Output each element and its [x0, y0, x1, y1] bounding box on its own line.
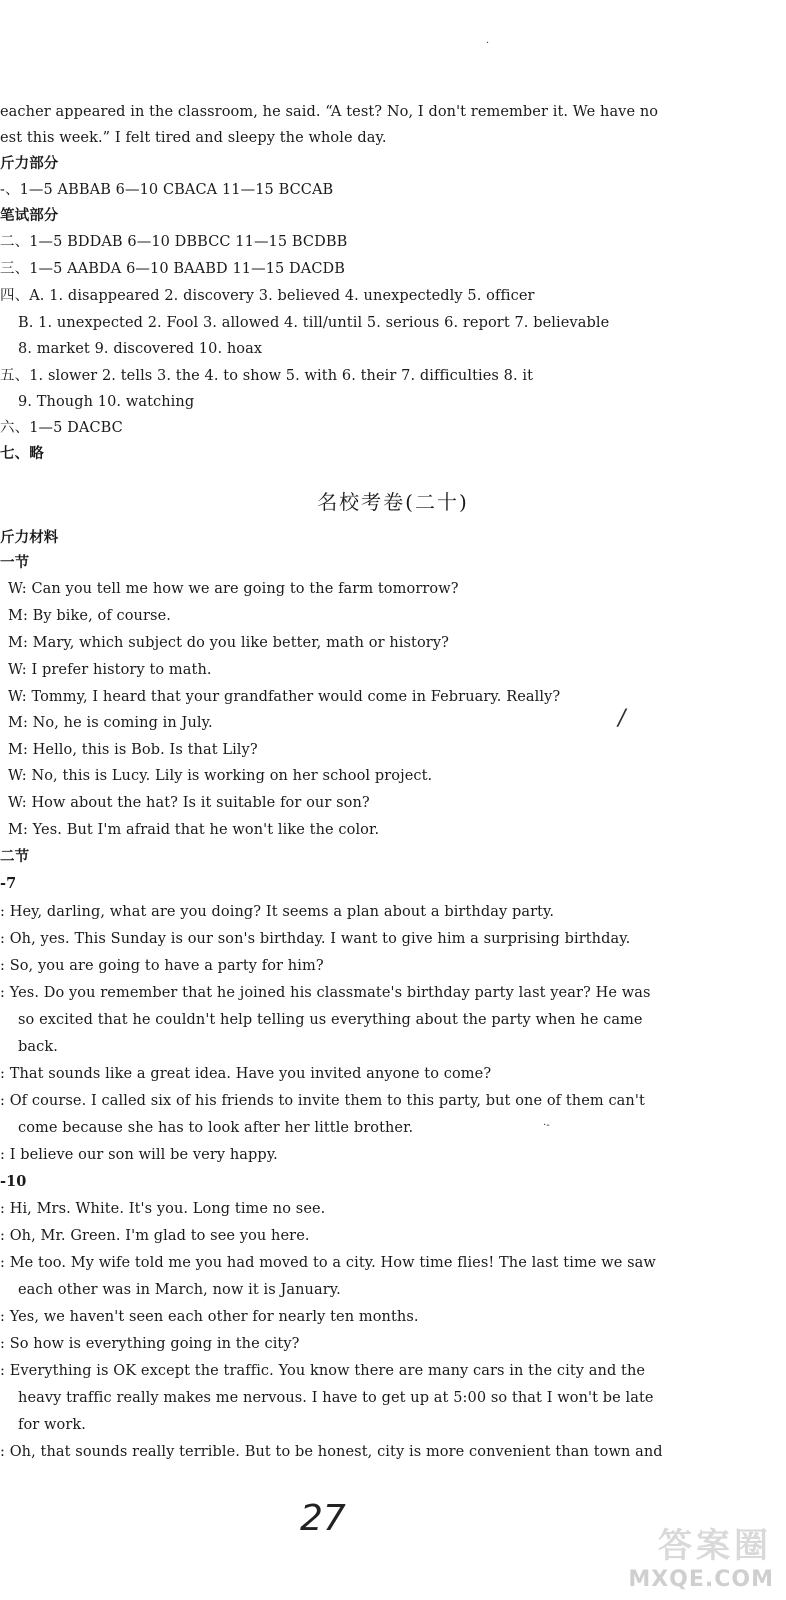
dialogue-line: M: Mary, which subject do you like better, math or history? [8, 635, 450, 651]
answer-line: 8. market 9. discovered 10. hoax [18, 341, 263, 357]
dialogue-line: : Yes. Do you remember that he joined his classmate's birthday party last year? He was [0, 985, 651, 1001]
watermark-cn: 答案圈 [658, 1526, 772, 1566]
dialogue-line: come because she has to look after her little brother. [18, 1120, 414, 1136]
section-heading: 斤力部分 [0, 155, 59, 172]
section-heading: 一节 [0, 554, 30, 571]
dialogue-line: : Yes, we haven't seen each other for nearly ten months. [0, 1309, 419, 1325]
dialogue-line: : Of course. I called six of his friends to invite them to this party, but one of them can't [0, 1093, 645, 1109]
dialogue-line: M: No, he is coming in July. [8, 715, 213, 731]
answer-line: -、1—5 ABBAB 6—10 CBACA 11—15 BCCAB [0, 182, 334, 198]
dialogue-line: : So how is everything going in the city? [0, 1336, 300, 1352]
text-line: est this week.” I felt tired and sleepy the whole day. [0, 130, 387, 146]
dialogue-line: : So, you are going to have a party for him? [0, 958, 324, 974]
dialogue-line: W: How about the hat? Is it suitable for our son? [8, 795, 370, 811]
watermark-url: MXQE.COM [628, 1567, 774, 1592]
pencil-mark: / [618, 706, 626, 731]
item-range: -7 [0, 875, 17, 892]
dialogue-line: M: Hello, this is Bob. Is that Lily? [8, 742, 258, 758]
answer-line: 三、1—5 AABDA 6—10 BAABD 11—15 DACDB [0, 261, 346, 277]
dialogue-line: for work. [18, 1417, 87, 1433]
dialogue-line: : Everything is OK except the traffic. You know there are many cars in the city and the [0, 1363, 646, 1379]
item-range: -10 [0, 1173, 27, 1190]
dialogue-line: W: I prefer history to math. [8, 662, 212, 678]
dialogue-line: W: Tommy, I heard that your grandfather would come in February. Really? [8, 689, 561, 705]
section-heading: 二节 [0, 848, 30, 865]
dialogue-line: : Oh, Mr. Green. I'm glad to see you here. [0, 1228, 310, 1244]
dialogue-line: so excited that he couldn't help telling us everything about the party when he came [18, 1012, 643, 1028]
dialogue-line: : I believe our son will be very happy. [0, 1147, 278, 1163]
dialogue-line: : Oh, that sounds really terrible. But to be honest, city is more convenient than town and [0, 1444, 663, 1460]
answer-line: 9. Though 10. watching [18, 394, 195, 410]
answer-line: B. 1. unexpected 2. Fool 3. allowed 4. till/until 5. serious 6. report 7. believable [18, 315, 610, 331]
answer-line: 六、1—5 DACBC [0, 420, 123, 436]
answer-line: 四、A. 1. disappeared 2. discovery 3. believed 4. unexpectedly 5. officer [0, 288, 535, 304]
stray-mark: ·- [543, 1120, 550, 1131]
exam-title: 名校考卷(二十) [317, 490, 469, 514]
text-line: eacher appeared in the classroom, he said. “A test? No, I don't remember it. We have no [0, 104, 659, 120]
dialogue-line: heavy traffic really makes me nervous. I have to get up at 5:00 so that I won't be late [18, 1390, 654, 1406]
dialogue-line: W: Can you tell me how we are going to the farm tomorrow? [8, 581, 459, 597]
section-heading: 笔试部分 [0, 207, 59, 224]
dialogue-line: : That sounds like a great idea. Have you invited anyone to come? [0, 1066, 492, 1082]
dialogue-line: : Hi, Mrs. White. It's you. Long time no see. [0, 1201, 326, 1217]
page-number: 27 [300, 1498, 346, 1539]
dialogue-line: M: By bike, of course. [8, 608, 171, 624]
dialogue-line: : Hey, darling, what are you doing? It seems a plan about a birthday party. [0, 904, 555, 920]
dialogue-line: : Oh, yes. This Sunday is our son's birthday. I want to give him a surprising birthday. [0, 931, 631, 947]
answer-line: 七、略 [0, 445, 44, 462]
answer-line: 二、1—5 BDDAB 6—10 DBBCC 11—15 BCDBB [0, 234, 348, 250]
section-heading: 斤力材料 [0, 529, 59, 546]
dialogue-line: : Me too. My wife told me you had moved to a city. How time flies! The last time we saw [0, 1255, 656, 1271]
answer-line: 五、1. slower 2. tells 3. the 4. to show 5. with 6. their 7. difficulties 8. it [0, 368, 534, 384]
dialogue-line: each other was in March, now it is January. [18, 1282, 341, 1298]
watermark-logo [540, 1516, 780, 1596]
stray-mark: · [486, 38, 490, 49]
dialogue-line: back. [18, 1039, 58, 1055]
dialogue-line: M: Yes. But I'm afraid that he won't like the color. [8, 822, 380, 838]
dialogue-line: W: No, this is Lucy. Lily is working on her school project. [8, 768, 433, 784]
